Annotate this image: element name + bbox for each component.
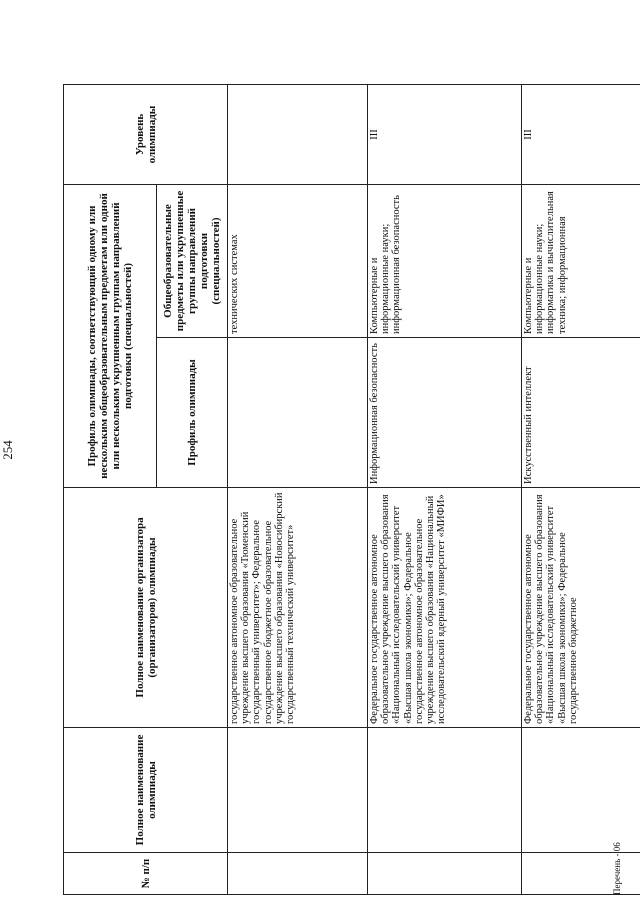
row-organizer: Федеральное государственное автономное образовательное учреждение высшего образования «Национальный исследовательский университет «Высшая школа экономики»; Федеральное государственное бюджетное	[522, 488, 640, 728]
row-subjects: Компьютерные и информационные науки; информатика и вычислительная техника; информационная	[522, 185, 640, 338]
header-profile-group: Профиль олимпиады, соответствующий одному или нескольким общеобразовательным предметам или одной или нескольким укрупненным группам направлений подготовки (специальностей)	[64, 185, 157, 488]
row-organizer: Федеральное государственное автономное образовательное учреждение высшего образования «Национальный исследовательский университет «Высшая школа экономики»; Федеральное государственное автономное образовательное учреждение высшего образования «Национальный исследовательский ядерный университет «МИФИ»	[368, 488, 522, 728]
row-profile: Информационная безопасность	[368, 338, 522, 488]
header-num: № п/п	[64, 853, 228, 895]
header-organizer: Полное наименование организатора (организаторов) олимпиады	[64, 488, 228, 728]
page-number: 254	[0, 440, 15, 460]
row-level: III	[368, 85, 522, 185]
header-profile: Профиль олимпиады	[157, 338, 228, 488]
row-level	[228, 85, 368, 185]
table-row	[522, 85, 640, 895]
header-level: Уровень олимпиады	[64, 85, 228, 185]
row-name	[368, 728, 522, 853]
header-subjects: Общеобразовательные предметы или укрупненные группы направлений подготовки (специальностей)	[157, 185, 228, 338]
row-subjects: Компьютерные и информационные науки; информационная безопасность	[368, 185, 522, 338]
row-num	[228, 853, 368, 895]
table-row	[228, 85, 368, 895]
table-row	[368, 85, 522, 895]
row-profile: Искусственный интеллект	[522, 338, 640, 488]
row-name	[228, 728, 368, 853]
olympiad-table	[63, 84, 640, 895]
row-level: III	[522, 85, 640, 185]
row-num	[368, 853, 522, 895]
row-name	[522, 728, 640, 853]
row-subjects: технических системах	[228, 185, 368, 338]
row-num	[522, 853, 640, 895]
header-name: Полное наименование олимпиады	[64, 728, 228, 853]
footer-note: Перечень - 06	[612, 842, 622, 895]
row-organizer: государственное автономное образовательное учреждение высшего образования «Тюменский государственный университет»; Федеральное государственное бюджетное образовательное учреждение высшего образования «Новосибирский государственный технический университет»	[228, 488, 368, 728]
header-row-1	[64, 85, 157, 895]
row-profile	[228, 338, 368, 488]
